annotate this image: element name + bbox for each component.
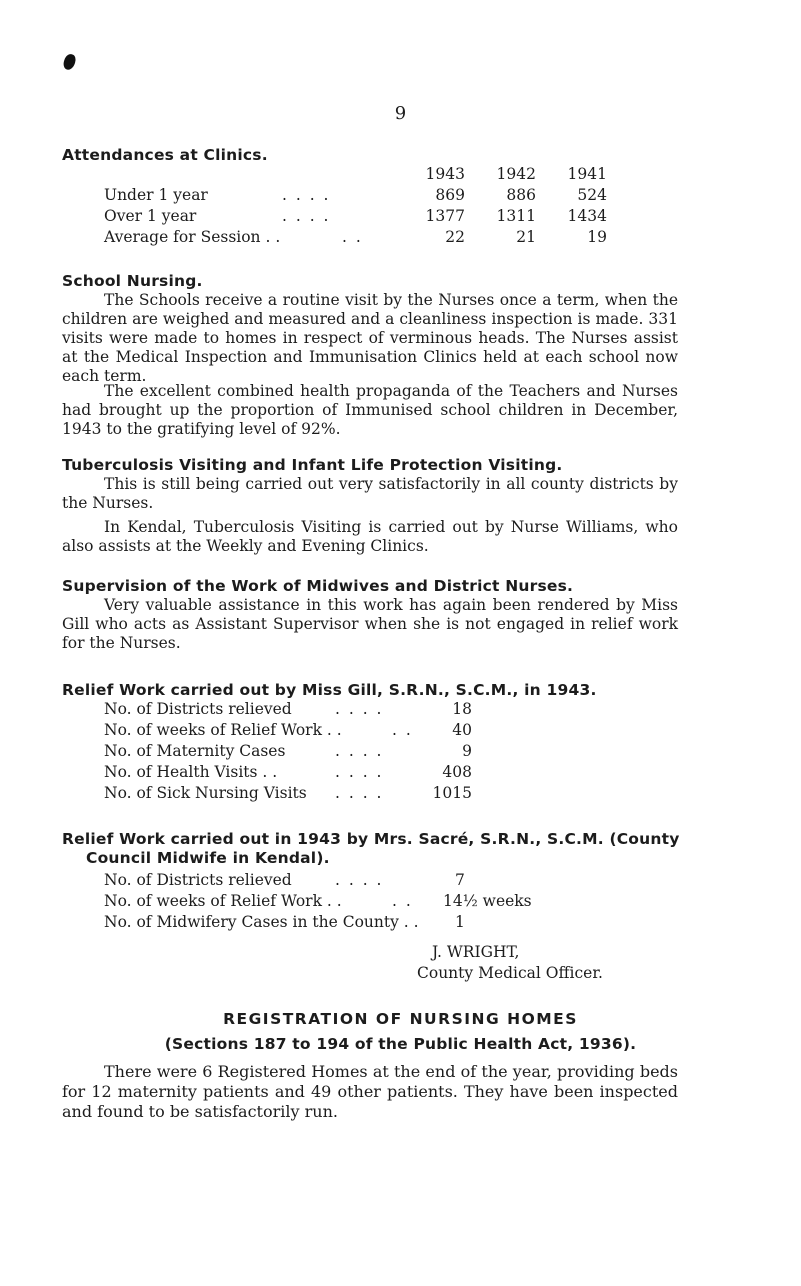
supervision-paragraph: Very valuable assistance in this work has again been rendered by Miss Gill who acts as Assistant Supervisor when she is not engaged in relief work for the Nurses. (62, 596, 678, 652)
leader-dots: . . (392, 721, 413, 739)
list-item-label: No. of Districts relieved (104, 700, 292, 718)
table-cell: 22 (445, 228, 465, 246)
table-cell: 1311 (496, 207, 536, 225)
ink-blot (62, 53, 77, 72)
leader-dots: . . . . (282, 186, 331, 204)
list-item-label: No. of Districts relieved (104, 871, 292, 889)
signature-name: J. WRIGHT, (432, 943, 520, 961)
list-item-label: No. of weeks of Relief Work . . (104, 721, 342, 739)
table-cell: 1434 (567, 207, 607, 225)
table-row-label: Under 1 year (104, 186, 208, 204)
table-cell: 869 (435, 186, 465, 204)
relief-sacre-heading: Relief Work carried out in 1943 by Mrs. Sacré, S.R.N., S.C.M. (County (62, 830, 680, 848)
school-nursing-heading: School Nursing. (62, 272, 203, 290)
leader-dots: . . . . (335, 763, 384, 781)
relief-gill-heading: Relief Work carried out by Miss Gill, S.R.N., S.C.M., in 1943. (62, 681, 597, 699)
list-item-value: 7 (455, 871, 465, 889)
leader-dots: . . . . (335, 871, 384, 889)
school-nursing-paragraph: The Schools receive a routine visit by the Nurses once a term, when the children are weighed and measured and a cleanliness inspection is made. 331 visits were made to homes in respect of verminous heads. The Nurses assist at the Medical Inspection and Immunisation Clinics held at each school now each term. (62, 291, 678, 385)
table-cell: 524 (577, 186, 607, 204)
year-header: 1942 (496, 165, 536, 183)
table-cell: 19 (587, 228, 607, 246)
year-header: 1941 (567, 165, 607, 183)
supervision-heading: Supervision of the Work of Midwives and District Nurses. (62, 577, 574, 595)
tuberculosis-paragraph: This is still being carried out very satisfactorily in all county districts by the Nurses. (62, 475, 678, 512)
registration-paragraph: There were 6 Registered Homes at the end of the year, providing beds for 12 maternity patients and 49 other patients. They have been inspected and found to be satisfactorily run. (62, 1062, 678, 1121)
tuberculosis-heading: Tuberculosis Visiting and Infant Life Protection Visiting. (62, 456, 563, 474)
list-item-label: No. of Health Visits . . (104, 763, 278, 781)
list-item-label: No. of weeks of Relief Work . . (104, 892, 342, 910)
year-header: 1943 (425, 165, 465, 183)
relief-sacre-heading-cont: Council Midwife in Kendal). (86, 849, 330, 867)
table-cell: 1377 (425, 207, 465, 225)
registration-heading: REGISTRATION OF NURSING HOMES (223, 1010, 578, 1028)
leader-dots: . . . . (335, 742, 384, 760)
leader-dots: . . (392, 892, 413, 910)
table-row-label: Over 1 year (104, 207, 197, 225)
table-cell: 886 (506, 186, 536, 204)
table-row-label: Average for Session . . (104, 228, 281, 246)
list-item-value: 1 (455, 913, 465, 931)
list-item-label: No. of Maternity Cases (104, 742, 286, 760)
list-item-value: 9 (462, 742, 472, 760)
tuberculosis-paragraph: In Kendal, Tuberculosis Visiting is carried out by Nurse Williams, who also assists at the Weekly and Evening Clinics. (62, 518, 678, 555)
page-number: 9 (394, 103, 407, 124)
list-item-label: No. of Midwifery Cases in the County . . (104, 913, 419, 931)
list-item-label: No. of Sick Nursing Visits (104, 784, 307, 802)
list-item-value: 408 (442, 763, 472, 781)
leader-dots: . . . . (282, 207, 331, 225)
leader-dots: . . . . (335, 784, 384, 802)
leader-dots: . . (342, 228, 363, 246)
leader-dots: . . . . (335, 700, 384, 718)
list-item-value: 18 (452, 700, 472, 718)
list-item-value: 1015 (432, 784, 472, 802)
school-nursing-paragraph: The excellent combined health propaganda of the Teachers and Nurses had brought up the proportion of Immunised school children in December, 1943 to the gratifying level of 92%. (62, 382, 678, 438)
table-cell: 21 (516, 228, 536, 246)
attendances-heading: Attendances at Clinics. (62, 146, 268, 164)
list-item-value: 40 (452, 721, 472, 739)
registration-subheading: (Sections 187 to 194 of the Public Health Act, 1936). (164, 1035, 637, 1053)
signature-title: County Medical Officer. (417, 964, 603, 982)
list-item-value: 14½ weeks (443, 892, 532, 910)
